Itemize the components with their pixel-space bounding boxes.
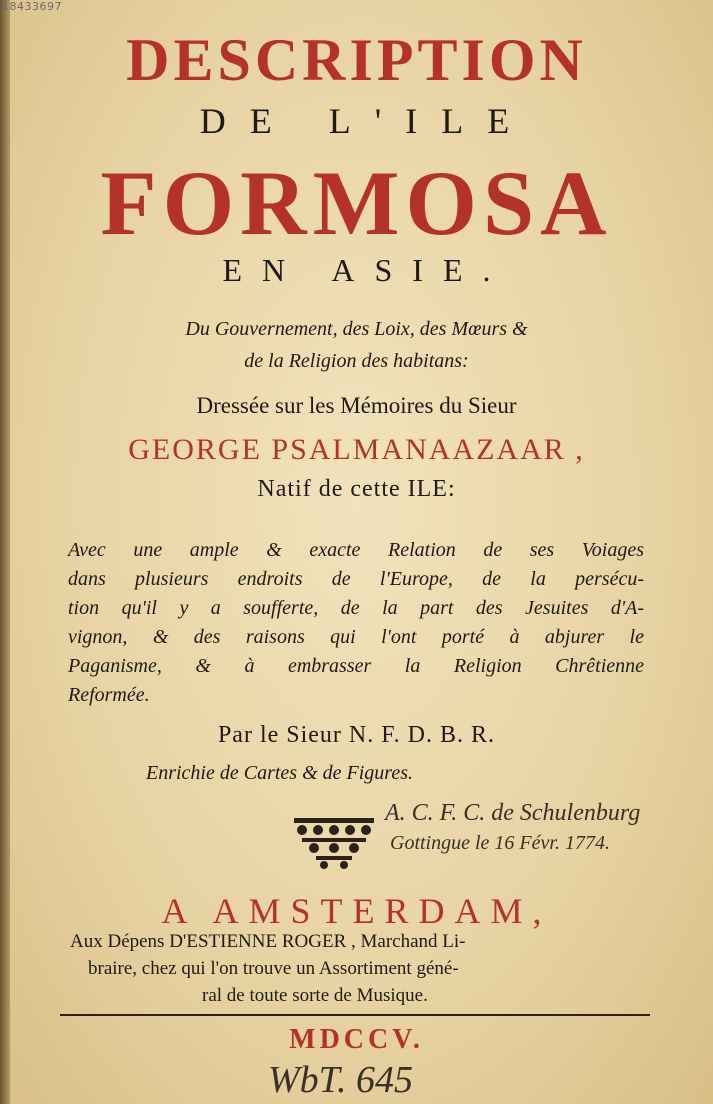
- relation-line: Paganisme, & à embrasser la Religion Chrêtienne: [68, 655, 644, 677]
- relation-line: Reformée.: [68, 684, 150, 706]
- subtitle-line-2: de la Religion des habitans:: [244, 350, 469, 372]
- library-stamp: 18433697: [2, 0, 62, 13]
- relation-line: vignon, & des raisons qui l'ont porté à abjurer le: [68, 626, 644, 648]
- divider-rule: [60, 1014, 650, 1016]
- by-line: Par le Sieur N. F. D. B. R.: [217, 722, 496, 748]
- imprint-line: Aux Dépens D'ESTIENNE ROGER , Marchand Li-: [70, 931, 466, 952]
- enriched-line: Enrichie de Cartes & de Figures.: [146, 762, 413, 784]
- imprint-place: A AMSTERDAM,: [161, 891, 552, 931]
- imprint-date: MDCCV.: [289, 1024, 424, 1055]
- relation-line: Avec une ample & exacte Relation de ses Voiages: [68, 539, 644, 561]
- subtitle-line-3: Dressée sur les Mémoires du Sieur: [196, 393, 517, 418]
- relation-line: tion qu'il y a soufferte, de la part des Jesuites d'A-: [68, 597, 644, 619]
- relation-paragraph: [68, 536, 644, 710]
- signature-line-1: A. C. F. C. de Schulenburg: [385, 800, 641, 826]
- author-name: GEORGE PSALMANAAZAAR ,: [128, 433, 585, 466]
- imprint-line: braire, chez qui l'on trouve un Assortiment géné-: [88, 958, 459, 979]
- title-line-1: DESCRIPTION: [126, 27, 587, 93]
- native-line: Natif de cette ILE:: [257, 476, 456, 502]
- fleuron-ornament: [292, 814, 376, 870]
- imprint-line: ral de toute sorte de Musique.: [202, 985, 428, 1006]
- shelfmark: WbT. 645: [268, 1059, 413, 1101]
- signature-line-2: Gottingue le 16 Févr. 1774.: [390, 832, 610, 854]
- subtitle-line-1: Du Gouvernement, des Loix, des Mœurs &: [185, 318, 528, 340]
- title-line-2: DE L'ILE: [199, 101, 534, 141]
- relation-line: dans plusieurs endroits de l'Europe, de la persécu-: [68, 568, 644, 590]
- title-line-3: FORMOSA: [100, 152, 613, 254]
- imprint: [64, 928, 594, 1009]
- title-line-4: EN ASIE.: [222, 252, 511, 288]
